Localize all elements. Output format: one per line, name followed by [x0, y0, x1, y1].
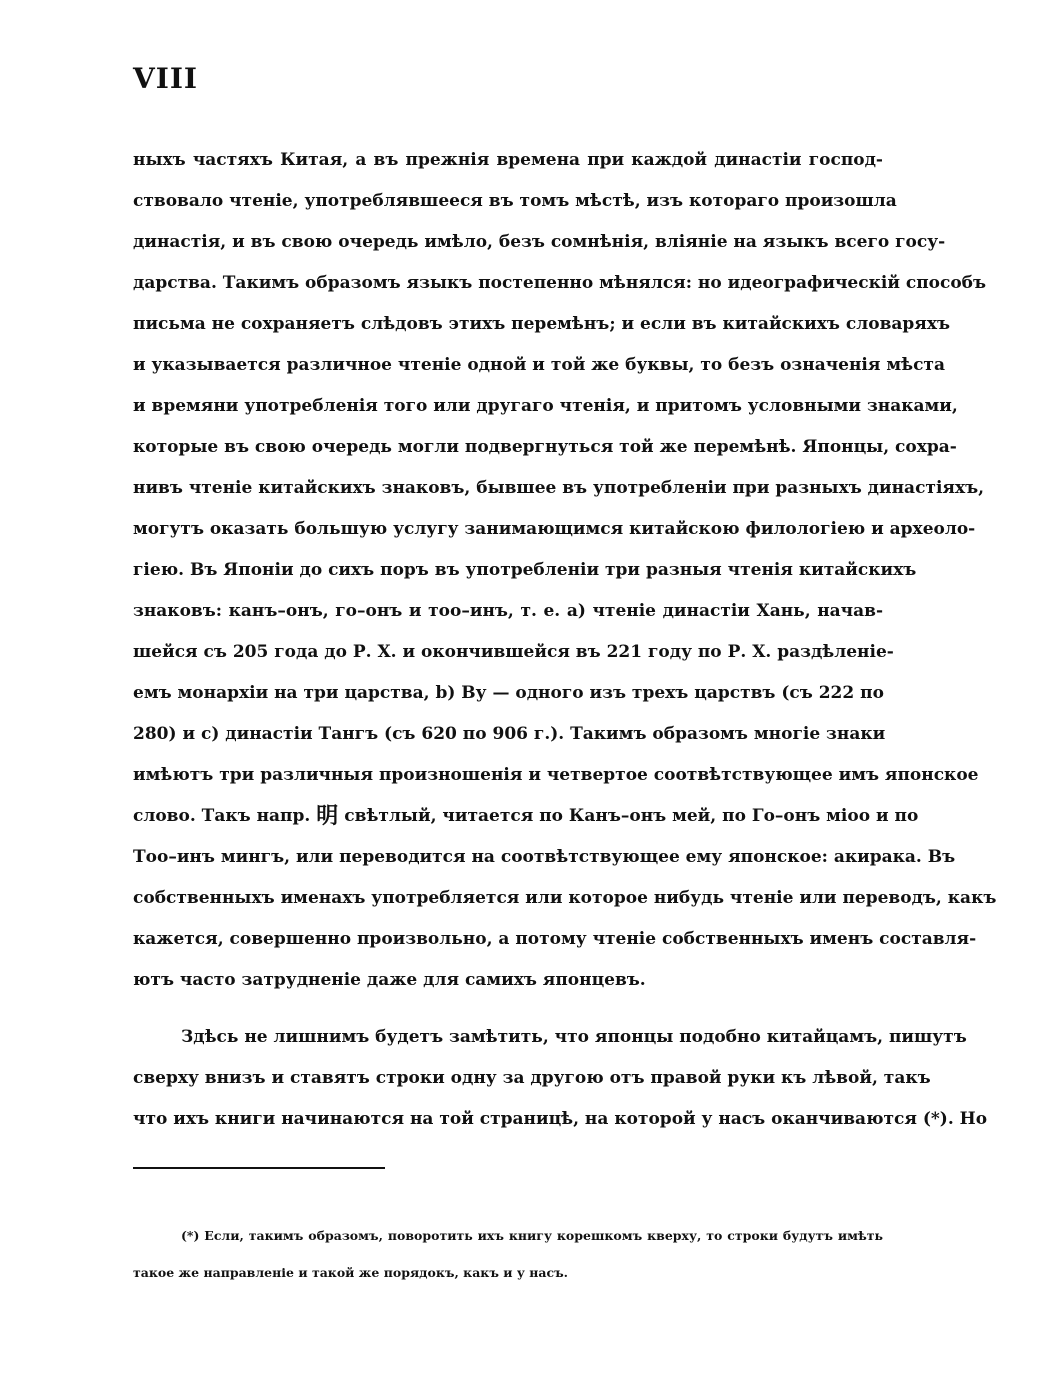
text-segment: слово. Такъ напр. [133, 806, 311, 826]
text-line: собственныхъ именахъ употребляется или которое нибудь чтеніе или переводъ, какъ [133, 888, 997, 908]
footnote-line: (*) Если, такимъ образомъ, поворотить ихъ книгу корешкомъ кверху, то строки будутъ имѣть [181, 1228, 883, 1243]
text-line: сверху внизъ и ставятъ строки одну за другою отъ правой руки къ лѣвой, такъ [133, 1068, 931, 1088]
footnote-line: такое же направленіе и такой же порядокъ, какъ и у насъ. [133, 1265, 569, 1280]
text-line: 280) и с) династіи Тангъ (съ 620 по 906 г.). Такимъ образомъ многіе знаки [133, 724, 886, 744]
footnote-divider [133, 1167, 385, 1169]
text-line: ствовало чтеніе, употреблявшееся въ томъ мѣстѣ, изъ котораго произошла [133, 191, 897, 211]
text-line: династія, и въ свою очередь имѣло, безъ сомнѣнія, вліяніе на языкъ всего госу- [133, 232, 946, 252]
text-line: ныхъ частяхъ Китая, а въ прежнія времена при каждой династіи господ- [133, 150, 883, 170]
text-line: Здѣсь не лишнимъ будетъ замѣтить, что японцы подобно китайцамъ, пишутъ [181, 1027, 967, 1047]
text-segment: свѣтлый, читается по Канъ–онъ мей, по Го–онъ міоо и по [344, 806, 919, 826]
text-line: и указывается различное чтеніе одной и той же буквы, то безъ означенія мѣста [133, 355, 945, 375]
footnote [133, 1222, 883, 1296]
text-line: дарства. Такимъ образомъ языкъ постепенно мѣнялся: но идеографическій способъ [133, 273, 987, 293]
text-line: кажется, совершенно произвольно, а потому чтеніе собственныхъ именъ составля- [133, 929, 977, 949]
chinese-character: 明 [316, 804, 339, 829]
page-number: VIII [133, 62, 199, 95]
text-line: что ихъ книги начинаются на той страницѣ, на которой у насъ оканчиваются (*). Но [133, 1109, 988, 1129]
paragraph-gap [133, 1001, 883, 1017]
text-line: могутъ оказать большую услугу занимающимся китайскою филологіею и археоло- [133, 519, 976, 539]
paragraph-2 [133, 1017, 988, 1140]
text-line: письма не сохраняетъ слѣдовъ этихъ перемѣнъ; и если въ китайскихъ словаряхъ [133, 314, 951, 334]
text-line: шейся съ 205 года до Р. Х. и окончившейся въ 221 году по Р. Х. раздѣленіе- [133, 642, 894, 662]
text-line: которые въ свою очередь могли подвергнуться той же перемѣнѣ. Японцы, сохра- [133, 437, 957, 457]
text-line: гіею. Въ Японіи до сихъ поръ въ употребленіи три разныя чтенія китайскихъ [133, 560, 917, 580]
text-line: и времяни употребленія того или другаго чтенія, и притомъ условными знаками, [133, 396, 958, 416]
text-line: нивъ чтеніе китайскихъ знаковъ, бывшее въ употребленіи при разныхъ династіяхъ, [133, 478, 985, 498]
text-line: ютъ часто затрудненіе даже для самихъ японцевъ. [133, 970, 646, 990]
text-line: емъ монархіи на три царства, b) Ву — одного изъ трехъ царствъ (съ 222 по [133, 683, 884, 703]
body-text [133, 140, 997, 1140]
paragraph-1 [133, 140, 997, 1001]
text-line: имѣютъ три различныя произношенія и четвертое соотвѣтствующее имъ японское [133, 765, 979, 785]
text-line: Тоо–инъ мингъ, или переводится на соотвѣтствующее ему японское: акирака. Въ [133, 847, 956, 867]
text-line: знаковъ: канъ–онъ, го–онъ и тоо–инъ, т. е. а) чтеніе династіи Хань, начав- [133, 601, 883, 621]
text-line-with-ideogram [133, 796, 919, 837]
